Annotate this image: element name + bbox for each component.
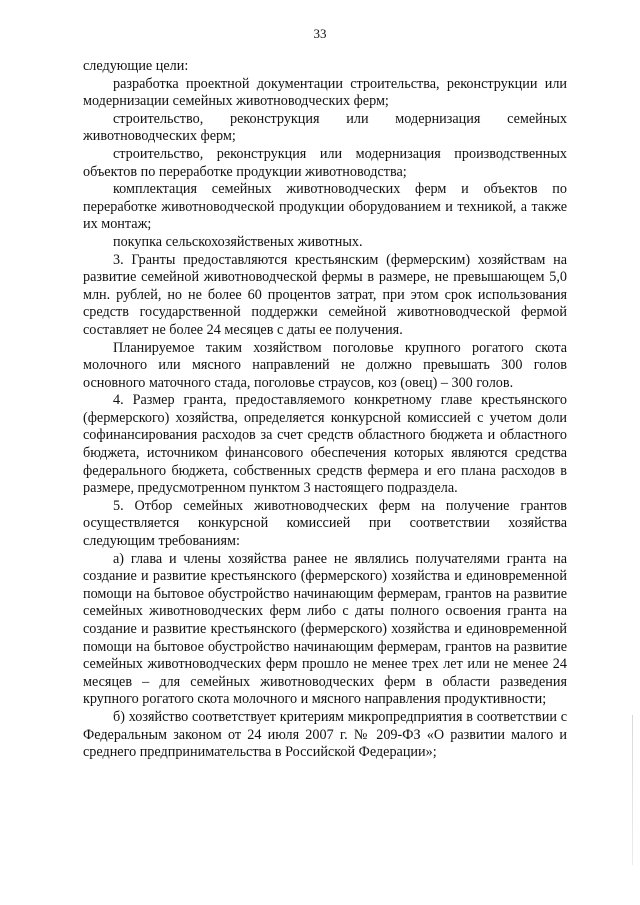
body-text [83,58,567,762]
paragraph-item-4: 4. Размер гранта, предоставляемого конкретному главе крестьянского (фермерского) хозяйства, определяется конкурсной комиссией с учетом доли софинансирования расходов за счет средств областного бюджета и областного бюджета, источником финансового обеспечения которых являются средства федерального бюджета, собственных средств фермера и его плана расходов в размере, предусмотренном пунктом 3 настоящего подраздела. [83,392,567,497]
paragraph-goal-design: разработка проектной документации строительства, реконструкции или модернизации семейных животноводческих ферм; [83,75,567,110]
paragraph-requirement-b: б) хозяйство соответствует критериям микропредприятия в соответствии с Федеральным законом от 24 июля 2007 г. № 209-ФЗ «О развитии малого и среднего предпринимательства в Российской Федерации»; [83,708,567,761]
paragraph-intro: следующие цели: [83,58,189,74]
paragraph-goal-processing: строительство, реконструкция или модернизация производственных объектов по переработке продукции животноводства; [83,145,567,180]
paragraph-item-5: 5. Отбор семейных животноводческих ферм на получение грантов осуществляется конкурсной комиссией при соответствии хозяйства следующим требованиям: [83,497,567,550]
paragraph-goal-construction: строительство, реконструкция или модернизация семейных животноводческих ферм; [83,110,567,145]
paragraph-goal-livestock: покупка сельскохозяйственых животных. [113,233,363,250]
paragraph-requirement-a: а) глава и члены хозяйства ранее не являлись получателями гранта на создание и развитие крестьянского (фермерского) хозяйства и единовременной помощи на бытовое обустройство начинающим фермерам, грантов на развитие семейных животноводческих ферм либо с даты полного освоения гранта на создание и развитие крестьянского (фермерского) хозяйства и единовременной помощи на бытовое обустройство начинающим фермерам, грантов на развитие семейных животноводческих ферм прошло не менее трех лет или не менее 24 месяцев – для семейных животноводческих ферм в области разведения крупного рогатого скота молочного и мясного направления продуктивности; [83,550,567,708]
paragraph-herd-size: Планируемое таким хозяйством поголовье крупного рогатого скота молочного или мясного направлений не должно превышать 300 голов основного маточного стада, поголовье страусов, коз (овец) – 300 голов. [83,339,567,391]
paragraph-item-3: 3. Гранты предоставляются крестьянским (фермерским) хозяйствам на развитие семейной животноводческой фермы в размере, не превышающем 5,0 млн. рублей, но не более 60 процентов затрат, при этом срок использования средств государственной поддержки семейной животноводческой фермой составляет не более 24 месяцев с даты ее получения. [83,251,567,338]
paragraph-goal-equipment: комплектация семейных животноводческих ферм и объектов по переработке животноводческой продукции оборудованием и техникой, а также их монтаж; [83,181,567,233]
page-number: 33 [313,26,327,41]
scan-edge-mark [632,715,633,865]
